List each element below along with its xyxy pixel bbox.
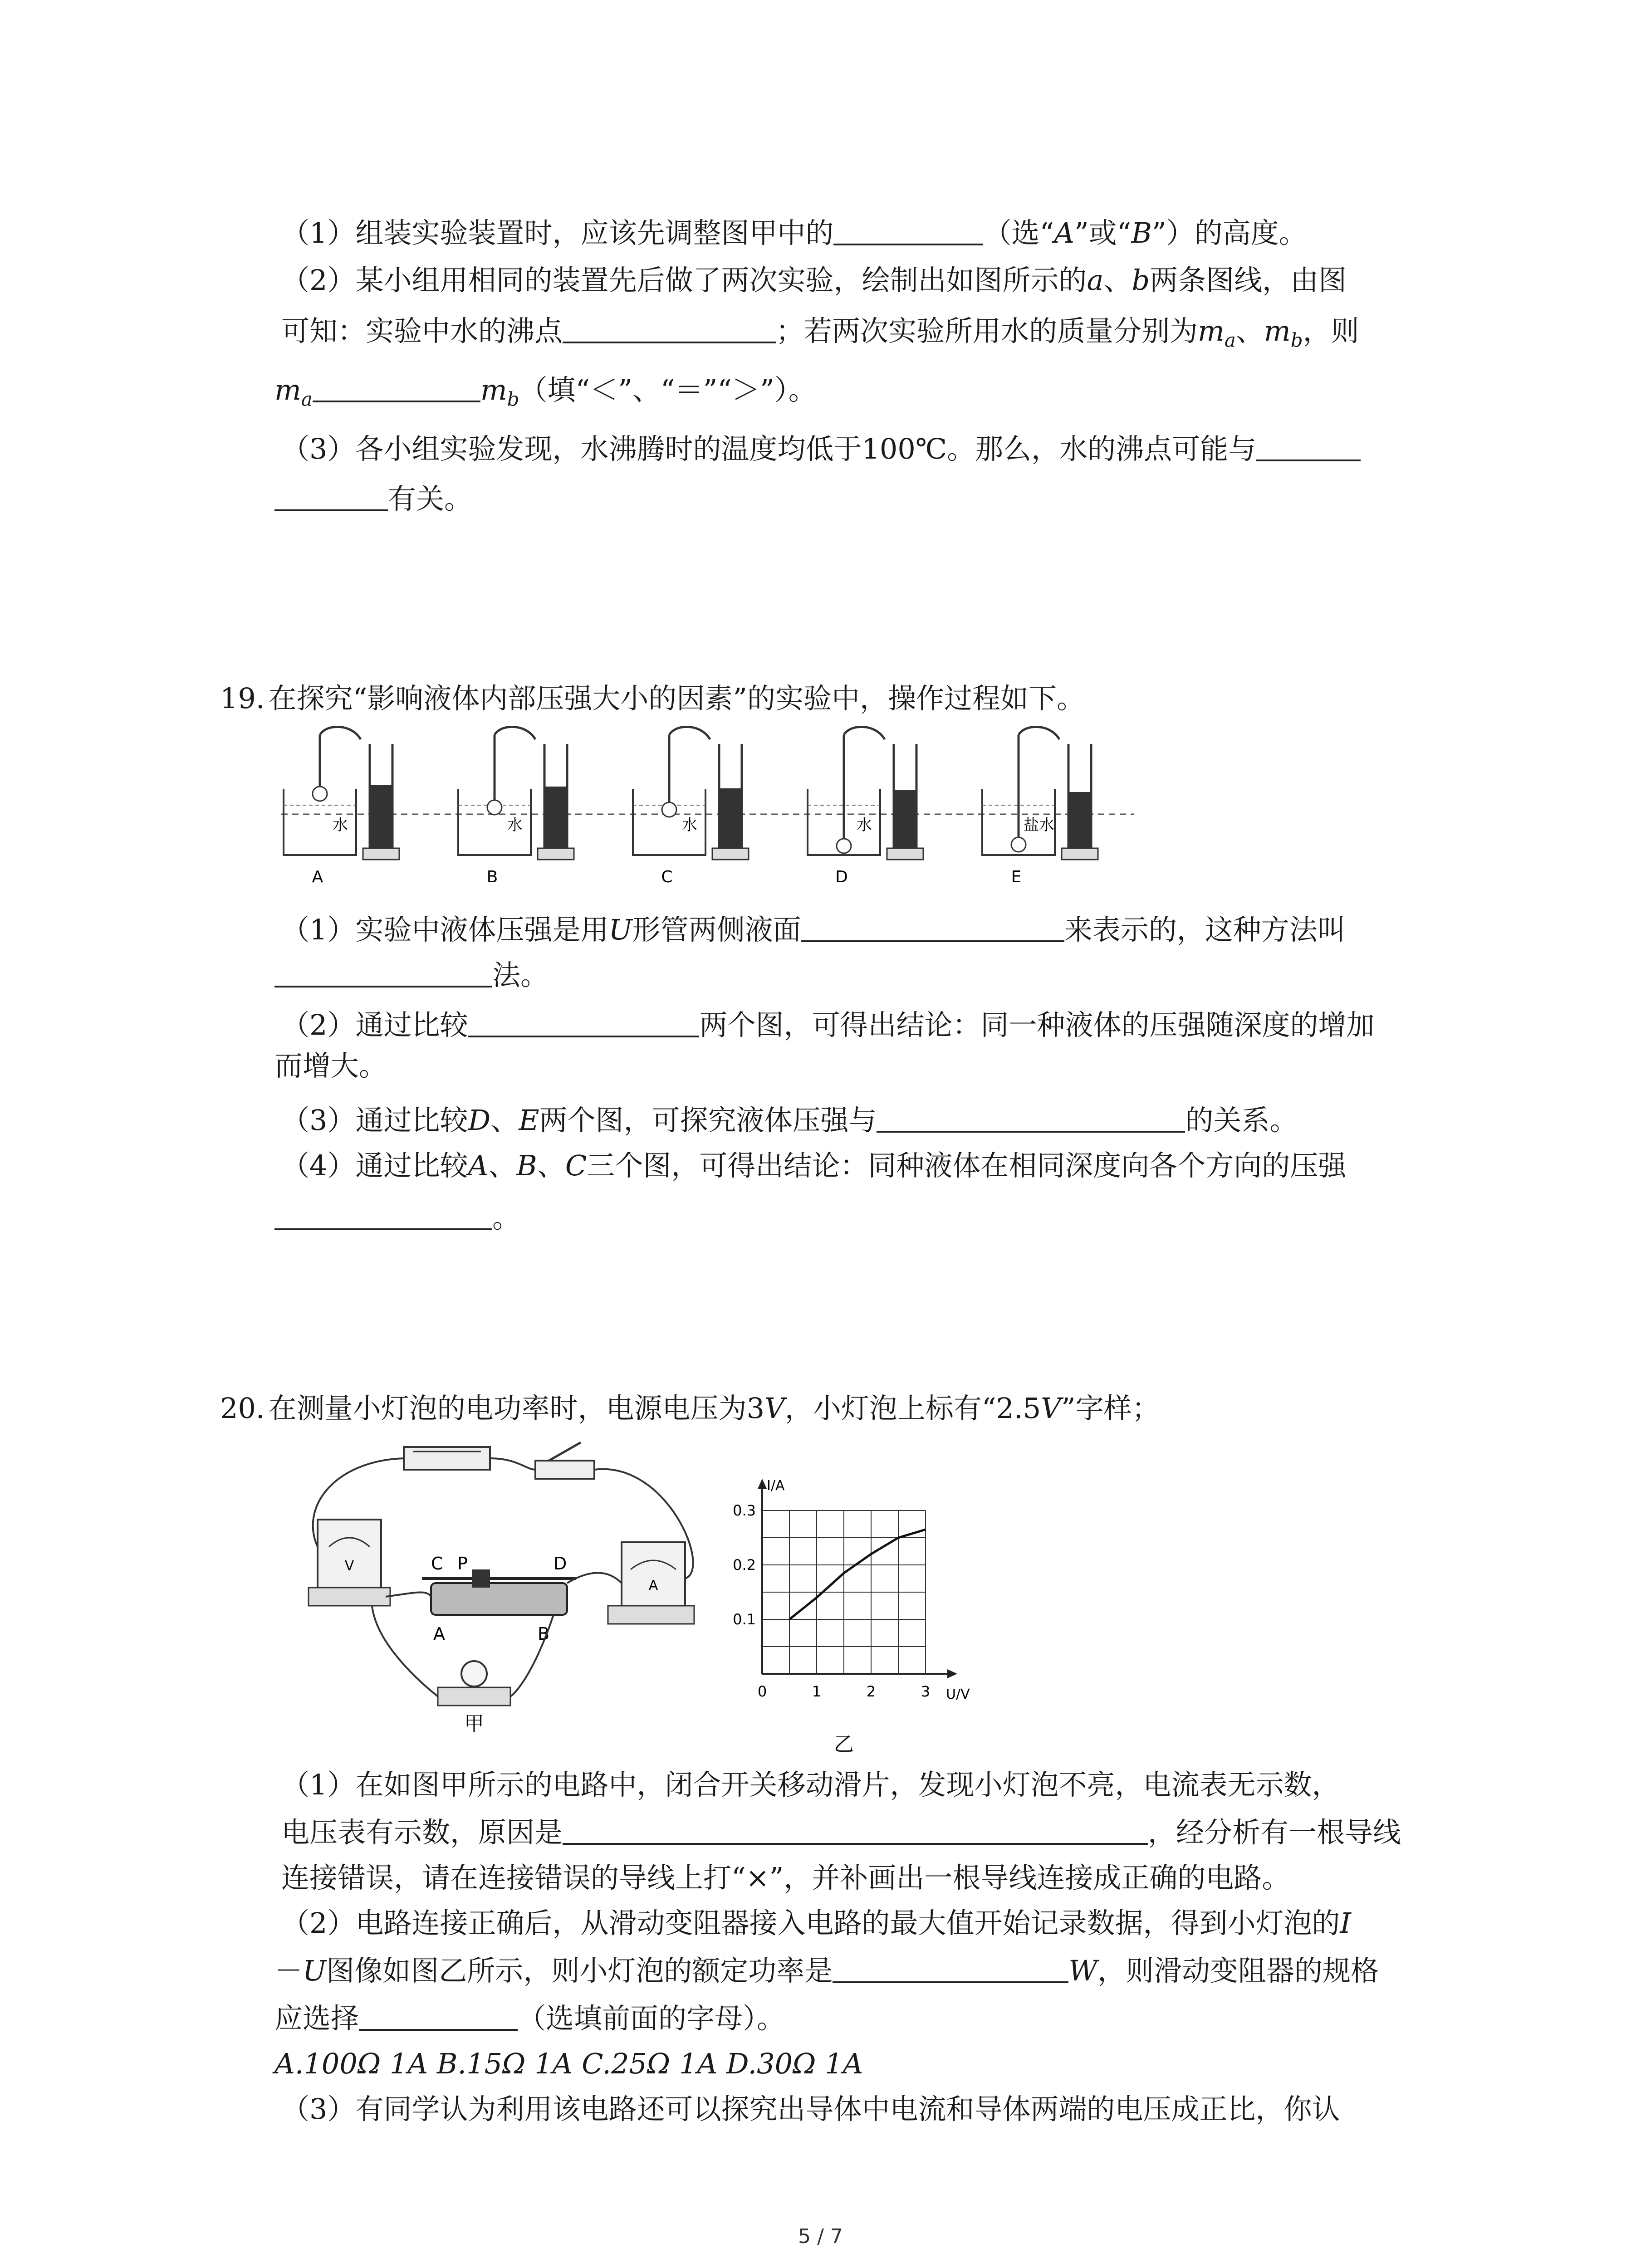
q19-part2-cont: 而增大。 <box>274 1049 387 1082</box>
q19-pressure-figure <box>272 726 1143 898</box>
x-axis-label: U/V <box>946 1686 970 1702</box>
answer-blank[interactable] <box>801 913 1064 942</box>
answer-blank[interactable] <box>313 373 480 402</box>
answer-blank[interactable] <box>274 1201 492 1230</box>
figure-caption: 乙 <box>834 1733 854 1756</box>
answer-blank[interactable] <box>468 1008 699 1037</box>
x-tick-label: 0 <box>757 1683 767 1700</box>
y-axis-label: I/A <box>767 1478 785 1494</box>
rheostat-icon <box>431 1583 567 1615</box>
svg-text:C: C <box>431 1554 443 1574</box>
answer-blank[interactable] <box>833 216 983 245</box>
liquid-label: 盐水 <box>1024 816 1054 834</box>
iu-curve <box>789 1530 926 1619</box>
q19-stem: 19. 在探究“影响液体内部压强大小的因素”的实验中，操作过程如下。 <box>220 682 1085 715</box>
liquid-label: 水 <box>682 816 697 834</box>
x-tick-label: 3 <box>921 1683 931 1700</box>
q20-part2: （2）电路连接正确后，从滑动变阻器接入电路的最大值开始记录数据，得到小灯泡的I <box>281 1906 1351 1940</box>
answer-blank[interactable] <box>274 958 492 987</box>
liquid-label: 水 <box>857 816 872 834</box>
svg-text:甲: 甲 <box>464 1712 484 1733</box>
pressure-setup <box>982 727 1098 886</box>
answer-blank[interactable] <box>359 2002 518 2031</box>
setup-label: B <box>486 868 498 886</box>
pressure-setup <box>633 727 749 886</box>
q19-part1: （1）实验中液体压强是用U形管两侧液面 来表示的，这种方法叫 <box>281 913 1346 946</box>
svg-text:B: B <box>538 1624 550 1644</box>
setup-label: E <box>1011 868 1022 886</box>
svg-text:D: D <box>554 1554 567 1574</box>
svg-text:P: P <box>457 1554 468 1574</box>
answer-blank[interactable] <box>563 314 776 343</box>
lamp-icon <box>461 1661 487 1686</box>
svg-text:A: A <box>648 1578 658 1593</box>
probe-icon <box>1011 837 1026 852</box>
q20-stem: 20. 在测量小灯泡的电功率时，电源电压为3V，小灯泡上标有“2.5V”字样； <box>220 1392 1160 1425</box>
answer-blank[interactable] <box>274 482 388 511</box>
voltmeter-icon <box>318 1520 381 1588</box>
liquid-label: 水 <box>333 816 348 834</box>
q18-part2-line2: 可知：实验中水的沸点 ；若两次实验所用水的质量分别为$m_a$、$m_b$，则 <box>281 314 1359 352</box>
q20-part1-line3: 连接错误，请在连接错误的导线上打“×”，并补画出一根导线连接成正确的电路。 <box>281 1861 1290 1894</box>
q20-part2-line2: －U图像如图乙所示，则小灯泡的额定功率是 W，则滑动变阻器的规格 <box>274 1954 1379 1987</box>
x-tick-label: 2 <box>866 1683 876 1700</box>
q20-circuit-figure <box>281 1433 712 1733</box>
probe-icon <box>487 800 502 815</box>
q20-part3: （3）有同学认为利用该电路还可以探究出导体中电流和导体两端的电压成正比，你认 <box>281 2092 1340 2126</box>
probe-icon <box>837 839 851 853</box>
q18-part2-line3: $m_a$ $m_b$（填“＜”、“＝”“＞”）。 <box>274 373 817 411</box>
q19-part2: （2）通过比较 两个图，可得出结论：同一种液体的压强随深度的增加 <box>281 1008 1375 1041</box>
battery-icon <box>404 1447 490 1470</box>
pressure-setup <box>458 727 574 886</box>
y-tick-label: 0.1 <box>733 1611 756 1628</box>
pressure-setup <box>808 727 923 886</box>
q19-part4-cont: 。 <box>274 1200 520 1236</box>
setup-label: D <box>835 868 848 886</box>
y-tick-label: 0.2 <box>733 1556 756 1574</box>
q20-options: A.100Ω 1A B.15Ω 1A C.25Ω 1A D.30Ω 1A <box>274 2047 863 2080</box>
y-tick-label: 0.3 <box>733 1502 756 1519</box>
answer-blank[interactable] <box>1256 432 1361 461</box>
setup-label: A <box>312 868 323 886</box>
q20-part2-line3: 应选择 （选填前面的字母）。 <box>274 2002 785 2035</box>
lamp-base <box>438 1687 510 1706</box>
liquid-label: 水 <box>507 816 523 834</box>
q18-part3: （3）各小组实验发现，水沸腾时的温度均低于100℃。那么，水的沸点可能与 <box>281 431 1361 467</box>
pressure-setup <box>284 727 399 886</box>
answer-blank[interactable] <box>833 1954 1068 1983</box>
q18-part2-line1: （2）某小组用相同的装置先后做了两次实验，绘制出如图所示的a、b两条图线，由图 <box>281 264 1347 297</box>
x-tick-label: 1 <box>812 1683 822 1700</box>
q20-part1: （1）在如图甲所示的电路中，闭合开关移动滑片，发现小灯泡不亮，电流表无示数， <box>281 1768 1340 1801</box>
q20-part1-line2: 电压表有示数，原因是 ，经分析有一根导线 <box>281 1816 1401 1849</box>
q19-part1-cont: 法。 <box>274 957 549 993</box>
q18-part1: （1）组装实验装置时，应该先调整图甲中的 （选“A”或“B”）的高度。 <box>281 216 1307 249</box>
q20-iu-chart <box>726 1433 1021 1760</box>
q19-part3: （3）通过比较D、E两个图，可探究液体压强与 的关系。 <box>281 1104 1298 1137</box>
q18-part3-cont: 有关。 <box>274 481 472 517</box>
svg-text:A: A <box>433 1624 445 1644</box>
page-number: 5 / 7 <box>798 2225 843 2248</box>
answer-blank[interactable] <box>877 1104 1185 1133</box>
setup-label: C <box>661 868 673 886</box>
switch-icon <box>535 1461 594 1479</box>
probe-icon <box>662 802 676 817</box>
svg-text:V: V <box>344 1558 354 1574</box>
ammeter-icon <box>622 1542 685 1606</box>
q19-part4: （4）通过比较A、B、C三个图，可得出结论：同种液体在相同深度向各个方向的压强 <box>281 1149 1347 1182</box>
answer-blank[interactable] <box>563 1816 1148 1845</box>
probe-icon <box>313 787 327 801</box>
